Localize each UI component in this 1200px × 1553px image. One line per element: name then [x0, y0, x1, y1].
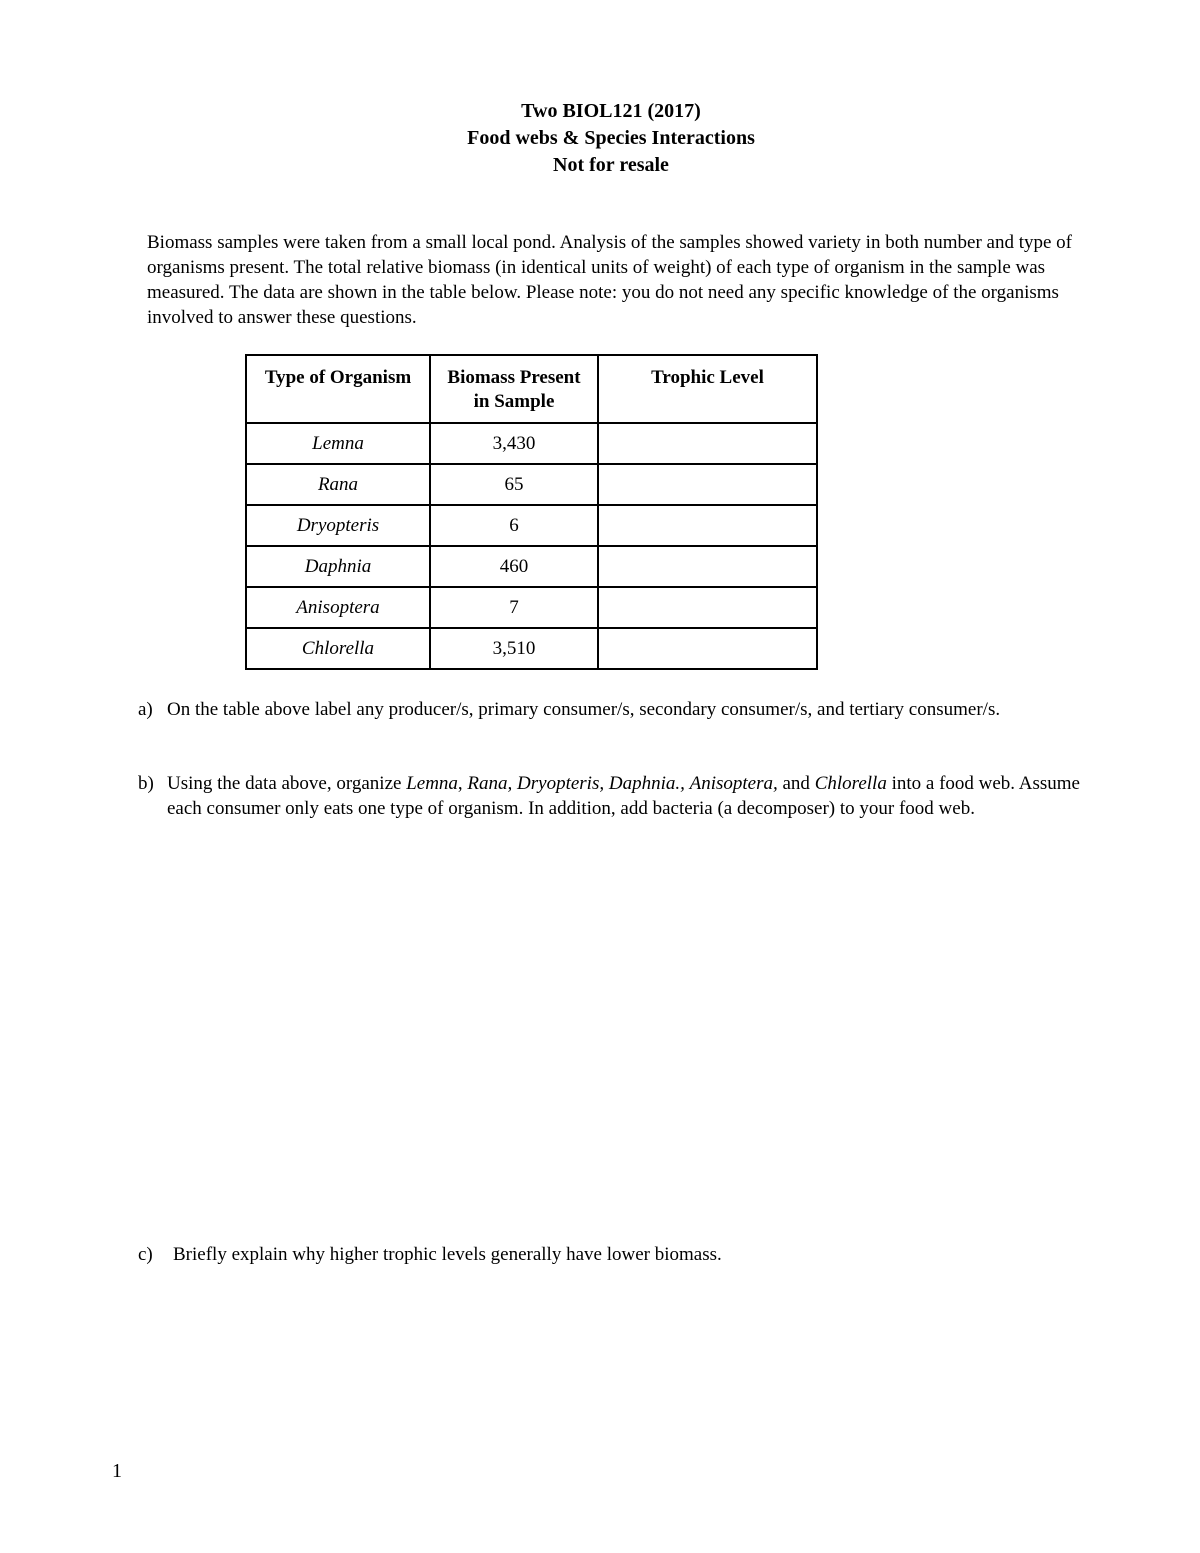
trophic-level-cell[interactable] — [598, 423, 817, 464]
question-text: Briefly explain why higher trophic levels generally have lower biomass. — [173, 1244, 722, 1265]
trophic-level-cell[interactable] — [598, 546, 817, 587]
table-header-row — [246, 355, 817, 423]
organism-name: Dryopteris, Daphnia., — [517, 773, 685, 794]
organism-cell: Lemna — [246, 423, 430, 464]
table-row — [246, 505, 817, 546]
organism-name: Anisoptera, — [689, 773, 778, 794]
organism-cell: Anisoptera — [246, 587, 430, 628]
organism-cell: Dryopteris — [246, 505, 430, 546]
header-trophic-level: Trophic Level — [598, 355, 817, 423]
question-b — [138, 771, 1113, 821]
trophic-level-cell[interactable] — [598, 587, 817, 628]
question-label: c) — [138, 1244, 153, 1265]
biomass-table — [245, 354, 818, 670]
course-title: Two BIOL121 (2017) — [521, 100, 701, 122]
trophic-level-cell[interactable] — [598, 464, 817, 505]
intro-paragraph: Biomass samples were taken from a small local pond. Analysis of the samples showed variety in both number and type of organisms present. The total relative biomass (in identical units of weight) of each type of organism in the sample was measured. The data are shown in the table below. Please note: you do not need any specific knowledge of the organisms involved to answer these questions. — [147, 232, 1072, 328]
question-text-part: and — [777, 773, 815, 794]
table-row — [246, 628, 817, 669]
table-row — [246, 423, 817, 464]
question-a — [138, 697, 1113, 722]
header-biomass: Biomass Present in Sample — [430, 355, 598, 423]
biomass-cell: 3,510 — [430, 628, 598, 669]
organism-cell: Daphnia — [246, 546, 430, 587]
trophic-level-cell[interactable] — [598, 628, 817, 669]
question-text-part: into a food web. Assume each consumer only eats one type of organism. In addition, add bacteria (a decomposer) to your food web. — [167, 773, 1080, 819]
organism-cell: Rana — [246, 464, 430, 505]
biomass-cell: 460 — [430, 546, 598, 587]
resale-notice: Not for resale — [553, 154, 669, 176]
question-c — [138, 1242, 1113, 1267]
biomass-cell: 3,430 — [430, 423, 598, 464]
question-label: a) — [138, 699, 153, 720]
table-row — [246, 464, 817, 505]
biomass-cell: 65 — [430, 464, 598, 505]
biomass-cell: 6 — [430, 505, 598, 546]
page-number: 1 — [112, 1460, 122, 1482]
question-text: On the table above label any producer/s, primary consumer/s, secondary consumer/s, and tertiary consumer/s. — [167, 699, 1001, 720]
header-organism: Type of Organism — [246, 355, 430, 423]
table-row — [246, 546, 817, 587]
separator: , — [457, 773, 468, 794]
organism-name: Lemna — [406, 773, 458, 794]
page-header — [0, 98, 1200, 179]
organism-name: Chlorella — [814, 773, 887, 794]
question-text-part: Using the data above, organize — [167, 773, 407, 794]
organism-cell: Chlorella — [246, 628, 430, 669]
table-row — [246, 587, 817, 628]
worksheet-title: Food webs & Species Interactions — [467, 127, 755, 149]
biomass-cell: 7 — [430, 587, 598, 628]
trophic-level-cell[interactable] — [598, 505, 817, 546]
question-label: b) — [138, 773, 154, 794]
organism-name: Rana, — [467, 773, 513, 794]
question-text — [167, 771, 1113, 821]
